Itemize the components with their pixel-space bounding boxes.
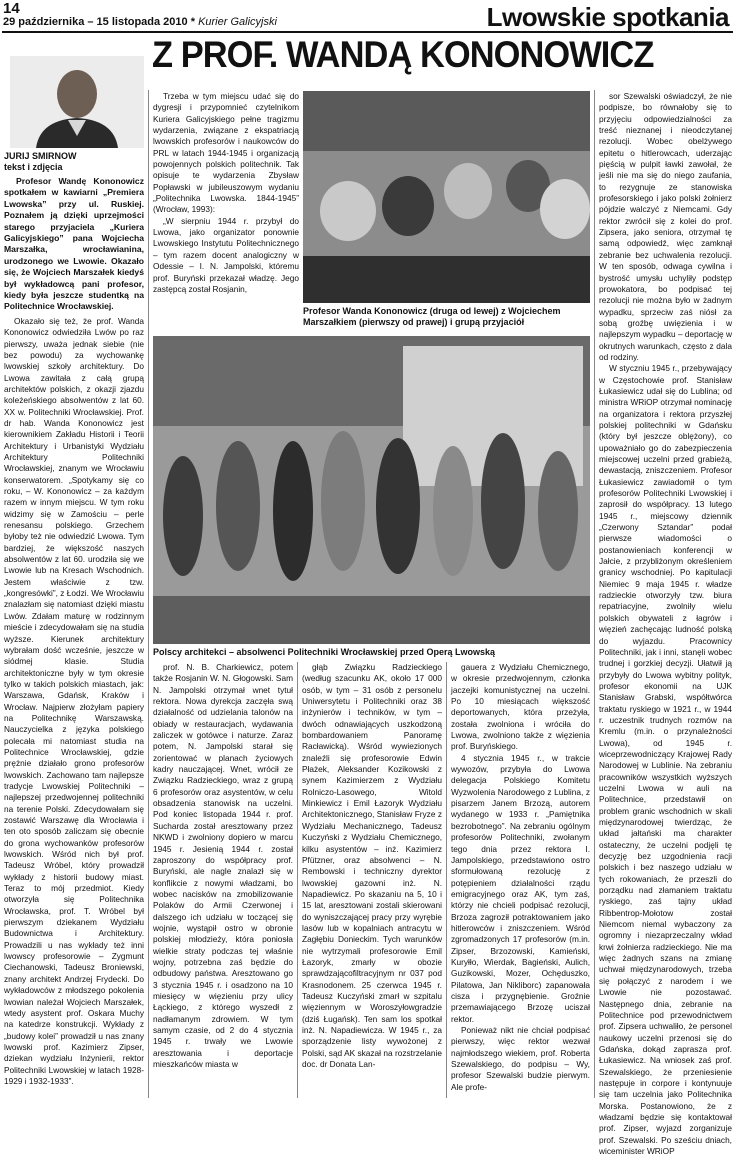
column-5 [302, 662, 442, 1098]
paragraph: Trzeba w tym miejscu udać się do dygresji i przypomnieć czytelnikom Kuriera Galicyjskiego pełne tragizmu wydarzenia, związane z ekspatriacją lwowskich profesorów i naukowców do PRL w latach 1944-1945 i organizacją powojennych polskich politechnik. Tak opisuje te wydarzenia Zbysław Popławski w jubileuszowym wydaniu „Politechnika Lwowska. 1844-1945” (Wrocław, 1993): [153, 91, 299, 215]
dateline-separator: * [190, 16, 195, 28]
paragraph: Okazało się też, że prof. Wanda Kononowicz odwiedziła Lwów po raz pierwszy, uważa jednak siebie (nie bez powodu) za wychowankę lwowskiej szkoły architektury. Do Lwowa zawitała z całą grupą architektów polskich, z okazji zjazdu koleżeńskiego absolwentów z lat 60. XX w. Politechniki Wrocławskiej. Prof. dr hab. Wanda Kononowicz jest kierownikiem Zakładu Historii i Teorii Architektury i Urbanistyki Wydziału Architektury Politechniki Wrocławskiej, znanym we Wrocławiu konserwatorem. „Spotykamy się co roku, – W. Kononowicz – za każdym razem w innym miejscu. W tym roku widzimy się w Zamościu – perle renesansu polskiego. Grzechem byłoby też nie odwiedzić Lwowa. Tym bardziej, że większość naszych absolwentów z lat 60. urodziła się we Lwowie lub na Kresach Wschodnich. Jestem właściwie z tzw. „kongresówki”, z Łodzi. We Wrocławiu znalazłam się natomiast dzięki miastu Lwów. Zdałam maturę w rodzinnym mieście i zdecydowałam się na studia wyższe. Kierunek architektury wybrałam dość wcześnie, jeszcze w siódmej klasie. Studia architektoniczne były w tym okresie tylko w takich polskich miastach, jak: Warszawa, Gdańsk, Kraków i Wrocław. Najpierw złożyłam papiery na Politechnikę Warszawską. Nauczycielka z języka polskiego polecała mi natomiast studia na Politechnice Wrocławskiej, gdzie prężnie działało grono profesorów lwowskich. Zachowano tam najlepsze tradycje Lwowskiej Politechniki – najlepszej przedwojennej politechniki na terenie Polski. Zdecydowałam się zostawić Warszawę dla Wrocławia i ten oto sposób zaliczam się obecnie do grona wychowanków profesorów lwowskich. Wśród nich był prof. Tadeusz Wróbel, który prowadził wykłady z historii budowy miast. Teraz to mój przedmiot. Kiedy otworzyła się Politechnika Wrocławska, prof. T. Wróbel był pierwszym dziekanem Wydziału Budownictwa i Architektury. Prowadzili u nas wykłady też inni lwowscy profesorowie – Zygmunt Ciechanowski, Tadeusz Broniewski, znany architekt Andrzej Frydecki. Do wykładowców z młodszego pokolenia lwowian należał Wojciech Marszałek, wtedy asystent prof. Oskara Muchy na katedrze konstrukcji. Wykłady z „budowy kolei” prowadził u nas znany lwowski prof. Kazimierz Zipser, dziekan wydziału Inżynierii, rektor Politechniki Lwowskiej w latach 1928-1929 i 1932-1933”. [4, 315, 144, 1086]
photo-kononowicz-group-image [303, 91, 590, 303]
paragraph: Ponieważ nikt nie chciał podpisać pierwszy, więc rektor wezwał najmłodszego wiekiem, prof. Roberta Szewalskiego, do podpisu – Wy, profesor Szewalski budzie pierwym. Ale profe- [451, 1025, 590, 1092]
author-portrait-image [10, 56, 144, 148]
issue-date: 29 października – 15 listopada 2010 [3, 16, 188, 28]
publication-name: Kurier Galicyjski [198, 16, 277, 28]
paragraph: sor Szewalski oświadczył, że nie podpisze, bo równałoby się to przyjęciu odpowiedzialności za treść nieznanej i nieodczytanej rezolucji. Wobec obelżywego epitetu o hitlerowcach, uderzając pięścią w pulpit ławki zawołał, że jeśli nie ma się do niego zaufania, to rezygnuje ze stanowiska profesorskiego i jako polski żołnierz pójdzie walczyć z Niemcami. Gdy rektor zwrócił się z kolei do prof. Zipsera, jako seniora, otrzymał tę samą odpowiedź, więc zamknął zebranie bez uchwalenia rezolucji. W ten sposób, odwaga cywilna i bystrość umysłu uchyliły podstęp prowokatora, bo podpisać tej rezolucji nie można było w żadnym wypadku, sprzeciw zaś niósł za sobą groźbę uwięzienia i w najlepszym wypadku – deportację w okrutnych warunkach, często z dala od rodziny. [599, 91, 732, 362]
photo-architects-opera [153, 336, 590, 644]
photo-architects-opera-image [153, 336, 590, 644]
author-name: JURIJ SMIRNOW [4, 151, 77, 161]
paragraph: „W sierpniu 1944 r. przybył do Lwowa, jako organizator ponownie Lwowskiego Instytutu Politechnicznego – tym razem docent analogiczny w Odessie – I. N. Jampolski, któremu prof. Buryński przekazał władzę. Jego zastępcą został Rosjanin, [153, 215, 299, 294]
section-title: Lwowskie spotkania [486, 2, 729, 32]
article-lead: Profesor Wandę Kononowicz spotkałem w kawiarni „Premiera Lwowska” przy ul. Ruskiej. Poznałem ją dzięki uprzejmości starego przyjaciela „Kuriera Galicyjskiego” pana Wojciecha Marszałka, wrocławianina, urodzonego we Lwowie. Okazało się, że Wojciech Marszałek kiedyś był wykładowcą pani profesor, kiedy była jeszcze studentką na Politechnice Wrocławskiej. [4, 176, 144, 312]
column-rule [148, 90, 149, 1098]
photo-top-caption: Profesor Wanda Kononowicz (druga od lewej) z Wojciechem Marszałkiem (pierwszy od prawej) i grupą przyjaciół [303, 306, 561, 327]
byline [4, 151, 144, 173]
author-portrait [10, 56, 144, 148]
column-rule [594, 90, 595, 1098]
column-3 [599, 91, 732, 1156]
page-number: 14 [3, 0, 20, 17]
paragraph: W styczniu 1945 r., przebywający w Częstochowie prof. Stanisław Łukasiewicz udał się do Lublina; od ministra WRiOP otrzymał nominację na organizatora i rektora przyszłej polskiej politechniki w Gdańsku (który był jeszcze oblężony), co upoważniało go do zabezpieczenia miejscowej uczelni przed grabieżą, dewastacją, zniszczeniem. Profesor Łukasiewicz zawiadomił o tym profesorów Politechniki Lwowskiej i zaprosił do współpracy. 13 lutego 1945 r., miejscowy dziennik „Czerwony Sztandar” podał pierwsze wiadomości o postanowieniach konferencji w Jałcie, z przybliżonym określeniem granicy wschodniej. Po kapitulacji Niemiec 9 maja 1945 r. władze radzieckie otworzyły tzw. biura repatriacyjne, zwolniły wielu polskich obywateli z łagrów i więzień zachęcając ludność polską do wyjazdu. Pracownicy Politechniki, jak i inni, stanęli wobec trudnej i gorzkiej decyzji. Ułatwił ją przybyły do Lwowa wybitny polityk, profesor ekonomii na UJK Stanisław Grabski, współtwórca traktatu ryskiego w 1921 r., w 1944 r. uczestnik trudnych rozmów na Kremlu (m.in. o przynależności Lwowa), od 1945 r. wiceprzewodniczący Krajowej Rady Narodowej w Lublinie. Na zebraniu pracowników wszystkich wyższych uczelni Lwowa w auli na Politechnice, przedstawił on problem granic wschodnich w skali międzynarodowej twierdząc, że układ jałtański ma charakter ostateczny, że uczelni podjęli tę decyzję bez uzgodnienia racji polskich i bez naszego udziału w tych rokowaniach, że przeszli do porządku nad złamaniem traktatu ryskiego, zaś tajny układ Ribbentrop-Mołotow został Niemcom niemal wybaczony za ogromny i niezaprzeczalny wkład krwi żołnierza radzieckiego. Nie ma więc żadnych szans na zmianę uchwał międzynarodowych, trzeba się połączyć z narodem i we Lwowie nie pozostawać. Następnego dnia, zebranie na Politechnice pod przewodnictwem prof. Zipsera uchwaliło, że personel naukowy uczelni przenosi się do Gdańska, dokąd zaprasza prof. Łukasiewicz. Na wniosek zaś prof. Szewalskiego, że przeniesienie następuje in corpore i kontynuuje się tam uczelnia jako Politechnika Morska. Postanowiono, że z władzami będzie się kontaktował prof. Zipser, wyjazd zorganizuje prof. Szewalski. Po sześciu dniach, wiceminister WRiOP [599, 363, 732, 1156]
column-6 [451, 662, 590, 1098]
column-rule [297, 662, 298, 1098]
author-role: tekst i zdjęcia [4, 162, 63, 172]
photo-main-caption: Polscy architekci – absolwenci Politechniki Wrocławskiej przed Operą Lwowską [153, 647, 495, 657]
paragraph: prof. N. B. Charkiewicz, potem także Rosjanin W. N. Głogowski. Sam N. Jampolski otrzymał wnet tytuł rektora. Nowa dyrekcja zaczęła swą działalność od udzielania talonów na obiady w restauracjach, wydawania zaliczek w gotówce i naturze. Zaraz potem, N. Jampolski starał się zorientować w planach życiowych kadry nauczającej. Wnet, wrócił ze Związku Radzieckiego, wraz z grupą 6 profesorów oraz asystentów, w celu obsadzenia stanowisk na uczelni. Pod koniec listopada 1944 r. prof. Sucharda został aresztowany przez NKWD i zwolniony dopiero w marcu 1945 r. Jesienią 1944 r. został zaproszony do współpracy prof. Buryński, ale nagle znalazł się w konflikcie z nowymi władzami, bo wobec nacisków na zmobilizowanie Polaków do Armii Czerwonej i dalszego ich udziału w toczącej się wojnie, wystąpił ostro w obronie polskiej młodzieży, która poniosła wielkie straty podczas tej właśnie wojny, potrzebna zaś będzie do odbudowy państwa. Aresztowano go 3 stycznia 1945 r. i osadzono na 10 miesięcy w więzieniu przy ulicy Łąckiego, z którego wyszedł z nadłamanym zdrowiem. W tym samym czasie, od 2 do 4 stycznia 1945 r. trwały we Lwowie aresztowania i deportacje mieszkańców miasta w [153, 662, 293, 1070]
photo-kononowicz-group [303, 91, 590, 303]
article-headline: Z PROF. WANDĄ KONONOWICZ [152, 34, 654, 75]
paragraph: 4 stycznia 1945 r., w trakcie wywozów, przybyła do Lwowa delegacja Polskiego Komitetu Wyzwolenia Narodowego z Lublina, z pisarzem Janem Brzozą, autorem wydanego w 1933 r. „Pamiętnika bezrobotnego”. Na zebraniu ogólnym profesorów Politechniki, zwołanym tego dnia przez rektora I. Jampolskiego, przedstawiono ostro sformułowaną rezolucję z potępieniem działalności rządu emigracyjnego oraz AK, tym zaś, którzy nie chcieli podpisać rezolucji, Brzoza zagroził potraktowaniem jako hitlerowców i zniszczeniem. Wśród zgromadzonych 17 profesorów (m.in. Zipser, Brzozowski, Kamieński, Kuryłło, Wierdak, Bagieński, Aulich, Guzikowski, Mozer, Ochęduszko, Pilatowa, Jan Nikliborc) zapanowała cisza i przygnębienie. Groźnie przemawiającego Brzozę uciszał rektor. [451, 752, 590, 1024]
column-4 [153, 662, 293, 1098]
header-rule [2, 31, 733, 33]
issue-dateline [3, 16, 277, 28]
column-2 [153, 91, 299, 333]
paragraph: głąb Związku Radzieckiego (według szacunku AK, około 17 000 osób, w tym – 31 osób z personelu Uniwersytetu i Politechniki oraz 38 inżynierów i techników, w tym – dwóch odnawiających uszkodzoną bombardowaniem Panoramę Racławicką). Wśród wywiezionych znaleźli się profesorowie Edwin Płażek, Aleksander Kozikowski z synem Kazimierzem z Wydziału Rolniczo-Lasowego, Witold Minkiewicz i Emil Łazoryk Wydziału Architektonicznego, Stanisław Fryze z Wydziału Mechanicznego, Tadeusz Kuczyński z Wydziału Chemicznego, kilku asystentów – inż. Kazimierz Pfützner, oraz absolwenci – N. Rembowski i techniczny dyrektor lwowskiej gazowni inż. N. Napadiewicz. Po skazaniu na 5, 10 i 15 lat, aresztowani zostali skierowani do wyniszczającej pracy przy wyrębie lasów lub w kopalniach antracytu w Zagłębiu Donieckim. Tych warunków nie wytrzymali profesorowie Emil Łazoryk, zmarły w obozie sprawdzającofiltracyjnym nr 037 pod Krasnodonem. 25 czerwca 1945 r. Tadeusz Kuczyński zmarł w szpitalu więziennym w Woroszyłowgradzie (dziś Ługańsk). Ten sam los spotkał inż. N. Napadiewicza. W 1945 r., za sporządzenie listy wywożonej z Polski, sąd AK skazał na rozstrzelanie doc. dr Donata Lan- [302, 662, 442, 1070]
paragraph: gauera z Wydziału Chemicznego, w okresie przedwojennym, członka jaczejki komunistycznej na uczelni. Po 10 miesiącach większość deportowanych, która przeżyła, została zwolniona i wróciła do Lwowa, zwolniono także z więzienia prof. Buryńskiego. [451, 662, 590, 752]
column-1 [4, 176, 144, 1098]
column-rule [446, 662, 447, 1098]
